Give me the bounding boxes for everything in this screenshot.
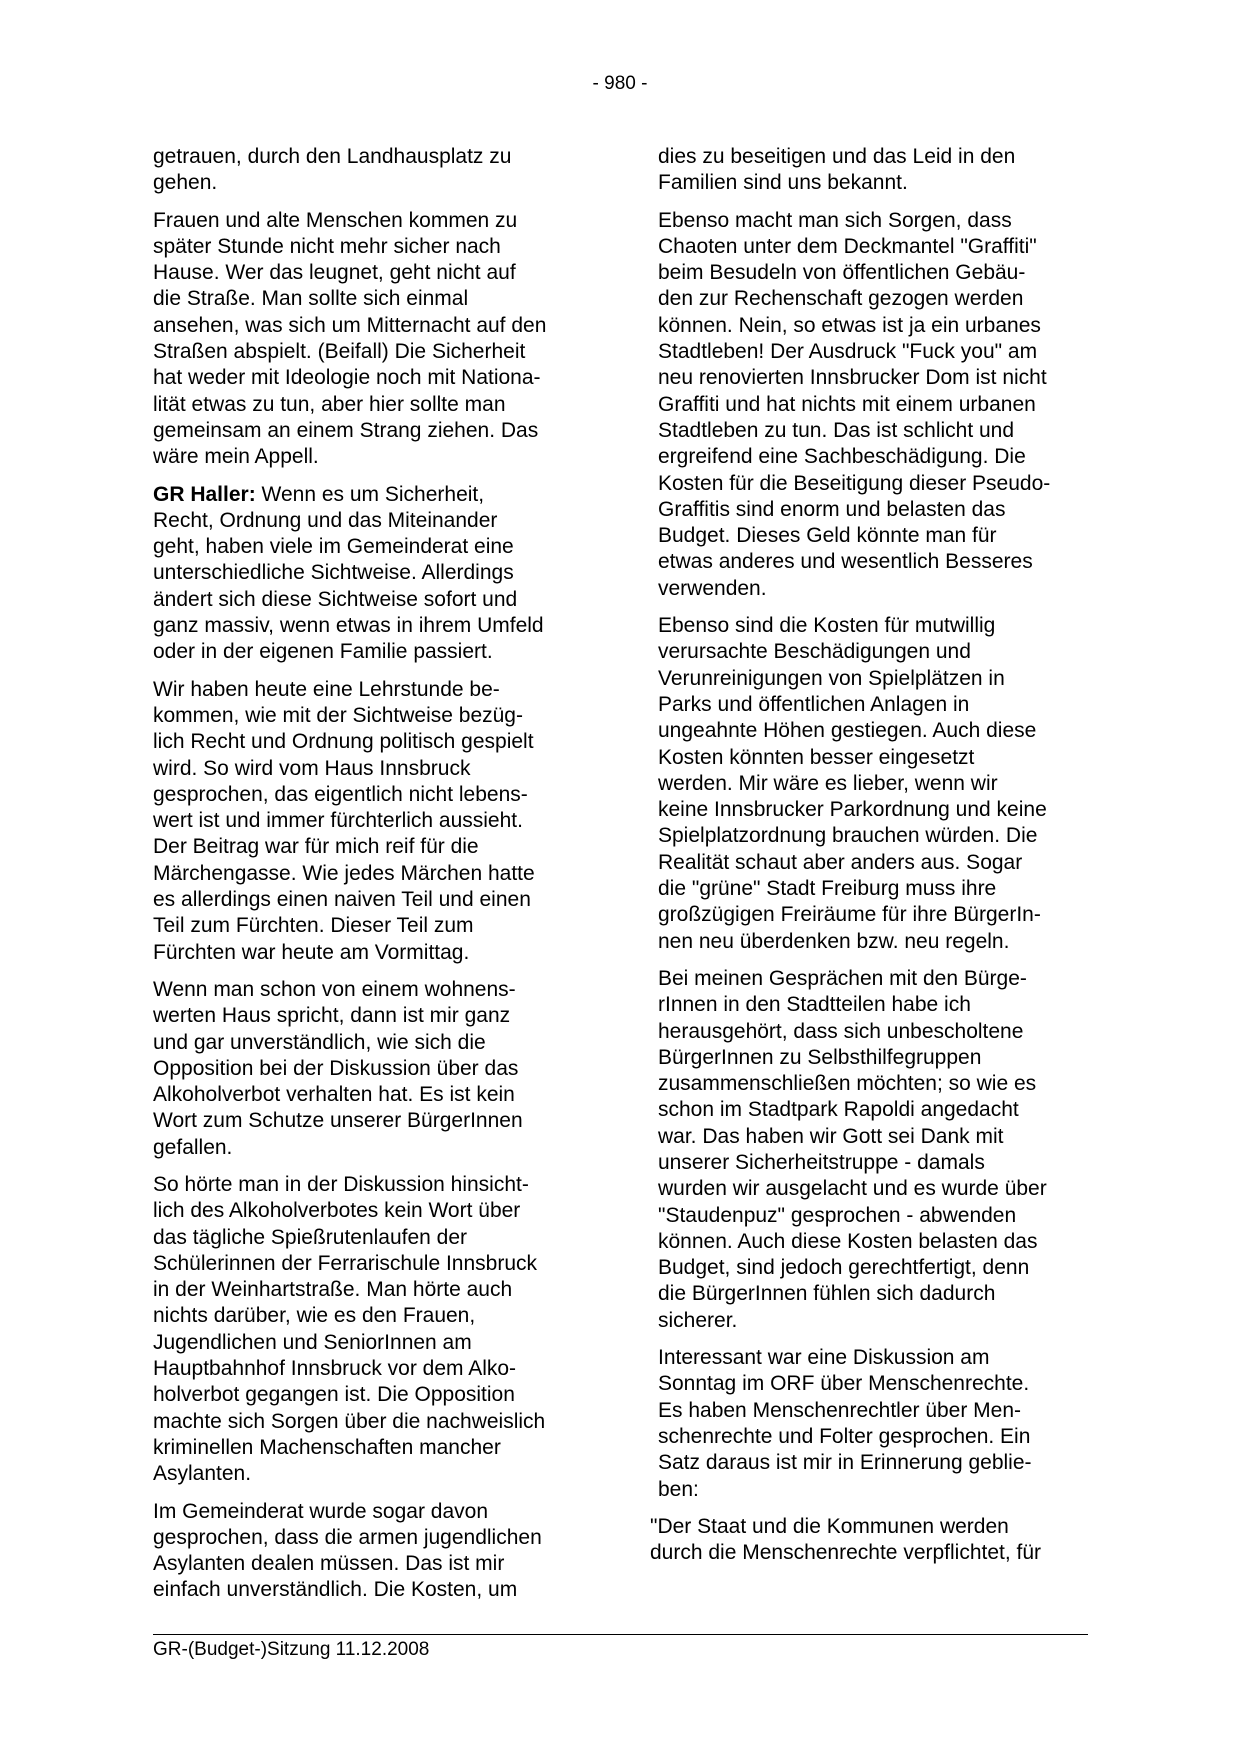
- paragraph-line: Budget. Dieses Geld könnte man für: [658, 524, 997, 548]
- paragraph-line: Ebenso macht man sich Sorgen, dass: [658, 208, 1012, 232]
- paragraph-line: Graffitis sind enorm und belasten das: [658, 497, 1006, 521]
- paragraph: [658, 144, 1088, 197]
- paragraph-line: gemeinsam an einem Strang ziehen. Das: [153, 418, 539, 442]
- paragraph-line: einfach unverständlich. Die Kosten, um: [153, 1578, 518, 1602]
- paragraph-line: Recht, Ordnung und das Miteinander: [153, 508, 498, 532]
- paragraph-line: beim Besudeln von öffentlichen Gebäu-: [658, 261, 1026, 285]
- paragraph: [658, 208, 1088, 602]
- paragraph-line: schon im Stadtpark Rapoldi angedacht: [658, 1098, 1019, 1122]
- paragraph-line: Asylanten dealen müssen. Das ist mir: [153, 1552, 505, 1576]
- paragraph-line: Wir haben heute eine Lehrstunde be-: [153, 677, 500, 701]
- paragraph-line: Chaoten unter dem Deckmantel "Graffiti": [658, 234, 1037, 258]
- paragraph-line: ungeahnte Höhen gestiegen. Auch diese: [658, 719, 1037, 743]
- paragraph-line: später Stunde nicht mehr sicher nach: [153, 234, 501, 258]
- paragraph-line: [153, 482, 583, 508]
- paragraph-line: die Straße. Man sollte sich einmal: [153, 287, 469, 311]
- paragraph-line: Wort zum Schutze unserer BürgerInnen: [153, 1109, 523, 1133]
- paragraph-line: durch die Menschenrechte verpflichtet, für: [650, 1541, 1042, 1565]
- paragraph-line: Satz daraus ist mir in Erinnerung geblie-: [658, 1451, 1032, 1475]
- paragraph-line: können. Auch diese Kosten belasten das: [658, 1229, 1038, 1253]
- paragraph-line: gesprochen, das eigentlich nicht lebens-: [153, 782, 528, 806]
- quote-paragraph: [650, 1514, 1088, 1567]
- paragraph-line: Bei meinen Gesprächen mit den Bürge-: [658, 966, 1027, 990]
- paragraph-line: war. Das haben wir Gott sei Dank mit: [658, 1124, 1004, 1148]
- paragraph-line: sicherer.: [658, 1308, 738, 1332]
- paragraph-line: lich des Alkoholverbotes kein Wort über: [153, 1199, 521, 1223]
- paragraph-line: Teil zum Fürchten. Dieser Teil zum: [153, 914, 474, 938]
- paragraph-line: verursachte Beschädigungen und: [658, 640, 971, 664]
- paragraph-line: ansehen, was sich um Mitternacht auf den: [153, 313, 547, 337]
- paragraph: [153, 144, 583, 197]
- paragraph-line: Asylanten.: [153, 1462, 252, 1486]
- paragraph-line: die "grüne" Stadt Freiburg muss ihre: [658, 877, 997, 901]
- paragraph-line: schenrechte und Folter gesprochen. Ein: [658, 1424, 1031, 1448]
- paragraph-line: Stadtleben! Der Ausdruck "Fuck you" am: [658, 340, 1038, 364]
- paragraph: [153, 677, 583, 966]
- paragraph-line: ergreifend eine Sachbeschädigung. Die: [658, 445, 1026, 469]
- paragraph-line: nen neu überdenken bzw. neu regeln.: [658, 929, 1010, 953]
- paragraph: [658, 1345, 1088, 1503]
- paragraph-line: Märchengasse. Wie jedes Märchen hatte: [153, 861, 535, 885]
- paragraph-line: "Der Staat und die Kommunen werden: [650, 1514, 1009, 1538]
- paragraph-line: hat weder mit Ideologie noch mit Nationa-: [153, 366, 541, 390]
- paragraph-line: herausgehört, dass sich unbescholtene: [658, 1019, 1024, 1043]
- paragraph-line: Spielplatzordnung brauchen würden. Die: [658, 824, 1038, 848]
- paragraph-line: Wenn man schon von einem wohnens-: [153, 977, 516, 1001]
- paragraph-line: gesprochen, dass die armen jugendlichen: [153, 1525, 542, 1549]
- paragraph-line: gefallen.: [153, 1135, 233, 1159]
- speaker-name: GR Haller:: [153, 482, 256, 506]
- paragraph-line: kommen, wie mit der Sichtweise bezüg-: [153, 703, 523, 727]
- paragraph-line: geht, haben viele im Gemeinderat eine: [153, 535, 514, 559]
- paragraph-line: können. Nein, so etwas ist ja ein urbanes: [658, 313, 1041, 337]
- paragraph-line: gehen.: [153, 171, 218, 195]
- paragraph-line: ganz massiv, wenn etwas in ihrem Umfeld: [153, 614, 544, 638]
- paragraph-line: Hause. Wer das leugnet, geht nicht auf: [153, 261, 516, 285]
- paragraph-line: holverbot gegangen ist. Die Opposition: [153, 1383, 515, 1407]
- paragraph: [153, 1172, 583, 1488]
- paragraph-line: Frauen und alte Menschen kommen zu: [153, 208, 518, 232]
- paragraph-line: dies zu beseitigen und das Leid in den: [658, 145, 1016, 168]
- paragraph: [153, 482, 583, 666]
- paragraph-line: Ebenso sind die Kosten für mutwillig: [658, 614, 996, 638]
- paragraph-line: zusammenschließen möchten; so wie es: [658, 1072, 1037, 1096]
- paragraph-line: machte sich Sorgen über die nachweislich: [153, 1409, 546, 1433]
- paragraph-line: neu renovierten Innsbrucker Dom ist nicht: [658, 366, 1047, 390]
- paragraph-line: Schülerinnen der Ferrarischule Innsbruck: [153, 1251, 538, 1275]
- paragraph-line: Kosten könnten besser eingesetzt: [658, 745, 975, 769]
- paragraph: [658, 966, 1088, 1334]
- paragraph-line: Realität schaut aber anders aus. Sogar: [658, 850, 1023, 874]
- paragraph-line: getrauen, durch den Landhausplatz zu: [153, 145, 512, 168]
- left-column: [153, 144, 583, 1615]
- paragraph-line: Familien sind uns bekannt.: [658, 171, 908, 195]
- footer-session-label: GR-(Budget-)Sitzung 11.12.2008: [153, 1639, 430, 1660]
- paragraph-line: unterschiedliche Sichtweise. Allerdings: [153, 561, 514, 585]
- paragraph-line: wert ist und immer fürchterlich aussieht.: [153, 809, 523, 833]
- paragraph-line: keine Innsbrucker Parkordnung und keine: [658, 798, 1047, 822]
- paragraph-line: es allerdings einen naiven Teil und einen: [153, 888, 531, 912]
- paragraph-line: großzügigen Freiräume für ihre BürgerIn-: [658, 903, 1041, 927]
- paragraph: [153, 1499, 583, 1604]
- right-column: [650, 144, 1088, 1577]
- paragraph-line: werden. Mir wäre es lieber, wenn wir: [658, 771, 998, 795]
- paragraph-line: Verunreinigungen von Spielplätzen in: [658, 666, 1005, 690]
- paragraph: [658, 613, 1088, 955]
- paragraph-line: Opposition bei der Diskussion über das: [153, 1056, 519, 1080]
- paragraph-line: Budget, sind jedoch gerechtfertigt, denn: [658, 1256, 1030, 1280]
- paragraph-line: oder in der eigenen Familie passiert.: [153, 640, 493, 664]
- paragraph-line: den zur Rechenschaft gezogen werden: [658, 287, 1024, 311]
- paragraph-line: lich Recht und Ordnung politisch gespielt: [153, 730, 534, 754]
- paragraph-line: ben:: [658, 1477, 699, 1501]
- paragraph-line: das tägliche Spießrutenlaufen der: [153, 1225, 468, 1249]
- paragraph-line: Sonntag im ORF über Menschenrechte.: [658, 1372, 1030, 1396]
- page-number: - 980 -: [592, 73, 648, 94]
- paragraph-line: Graffiti und hat nichts mit einem urbanen: [658, 392, 1036, 416]
- paragraph-line: werten Haus spricht, dann ist mir ganz: [153, 1004, 511, 1028]
- footer-divider: [153, 1634, 1088, 1635]
- paragraph-line: "Staudenpuz" gesprochen - abwenden: [658, 1203, 1017, 1227]
- paragraph-line: Kosten für die Beseitigung dieser Pseudo-: [658, 471, 1051, 495]
- paragraph-line: lität etwas zu tun, aber hier sollte man: [153, 392, 506, 416]
- paragraph: [153, 208, 583, 471]
- paragraph-line: und gar unverständlich, wie sich die: [153, 1030, 486, 1054]
- paragraph-line: Straßen abspielt. (Beifall) Die Sicherheit: [153, 340, 526, 364]
- paragraph-line: die BürgerInnen fühlen sich dadurch: [658, 1282, 996, 1306]
- paragraph-line: verwenden.: [658, 576, 767, 600]
- speaker-text: Wenn es um Sicherheit,: [255, 482, 485, 506]
- paragraph-line: Jugendlichen und SeniorInnen am: [153, 1330, 472, 1354]
- paragraph-line: nichts darüber, wie es den Frauen,: [153, 1304, 476, 1328]
- paragraph-line: wurden wir ausgelacht und es wurde über: [658, 1177, 1047, 1201]
- paragraph-line: Parks und öffentlichen Anlagen in: [658, 692, 970, 716]
- paragraph-line: etwas anderes und wesentlich Besseres: [658, 550, 1033, 574]
- paragraph-line: kriminellen Machenschaften mancher: [153, 1435, 501, 1459]
- paragraph-line: Es haben Menschenrechtler über Men-: [658, 1398, 1022, 1422]
- paragraph-line: wäre mein Appell.: [153, 445, 319, 469]
- paragraph-line: unserer Sicherheitstruppe - damals: [658, 1150, 985, 1174]
- paragraph-line: Hauptbahnhof Innsbruck vor dem Alko-: [153, 1357, 517, 1381]
- paragraph-line: So hörte man in der Diskussion hinsicht-: [153, 1172, 529, 1196]
- paragraph-line: in der Weinhartstraße. Man hörte auch: [153, 1278, 513, 1302]
- paragraph-line: rInnen in den Stadtteilen habe ich: [658, 993, 971, 1017]
- paragraph: [153, 977, 583, 1161]
- paragraph-line: Im Gemeinderat wurde sogar davon: [153, 1499, 489, 1523]
- paragraph-line: Alkoholverbot verhalten hat. Es ist kein: [153, 1083, 515, 1107]
- paragraph-line: Fürchten war heute am Vormittag.: [153, 940, 470, 964]
- paragraph-line: Stadtleben zu tun. Das ist schlicht und: [658, 418, 1015, 442]
- paragraph-line: Interessant war eine Diskussion am: [658, 1346, 990, 1370]
- paragraph-line: BürgerInnen zu Selbsthilfegruppen: [658, 1045, 982, 1069]
- paragraph-line: Der Beitrag war für mich reif für die: [153, 835, 479, 859]
- paragraph-line: wird. So wird vom Haus Innsbruck: [153, 756, 471, 780]
- paragraph-line: ändert sich diese Sichtweise sofort und: [153, 587, 518, 611]
